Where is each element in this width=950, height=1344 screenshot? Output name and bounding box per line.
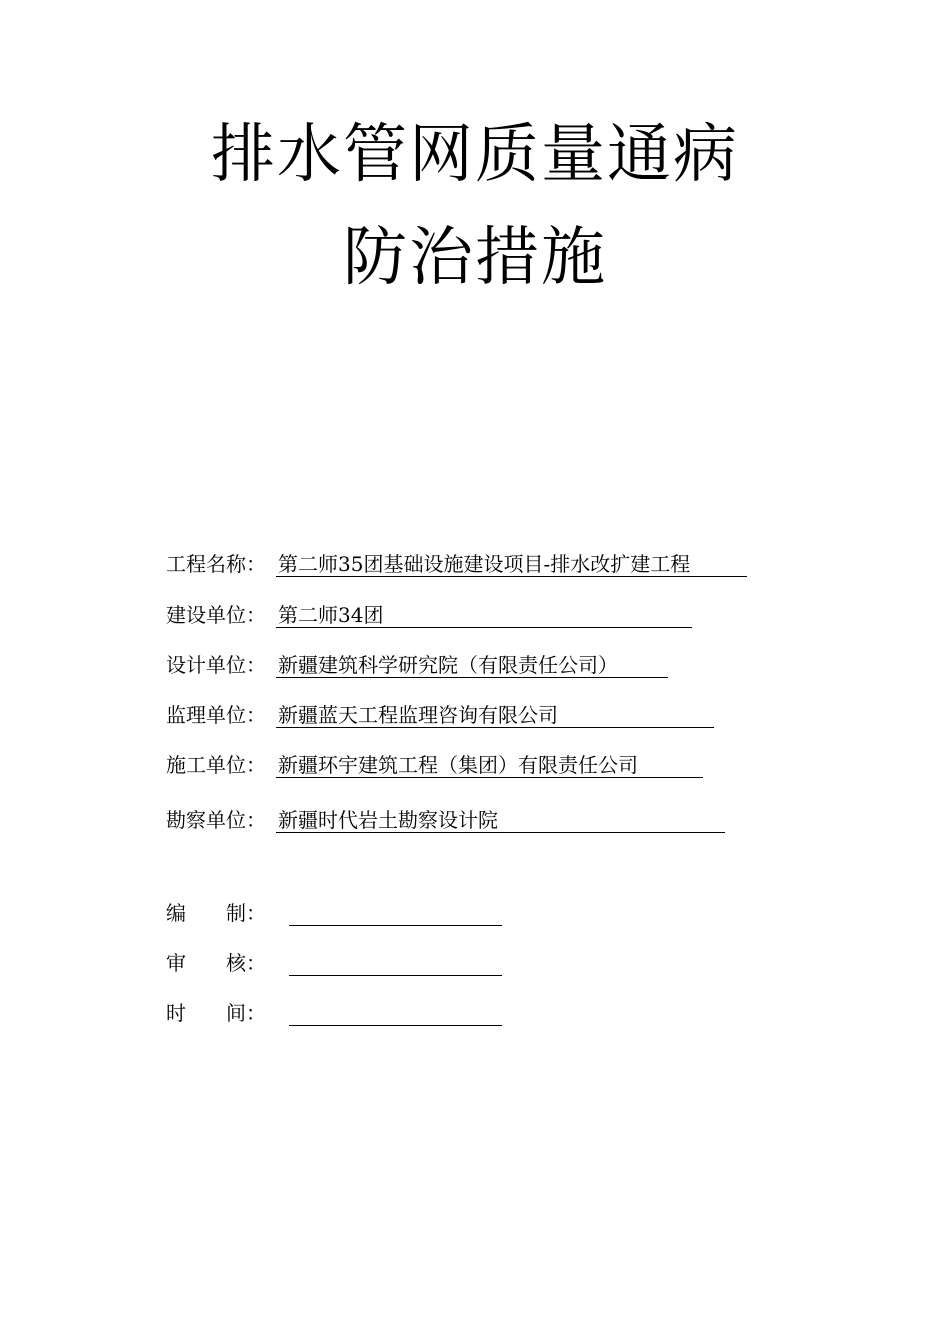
info-label: 施工单位：	[166, 753, 266, 777]
info-value: 新疆建筑科学研究院（有限责任公司）	[278, 653, 618, 677]
signoff-label	[166, 898, 266, 928]
info-label: 勘察单位：	[166, 808, 266, 832]
signoff-label-char: 时	[166, 1001, 186, 1025]
info-value: 第二师34团	[278, 603, 384, 627]
info-label: 设计单位：	[166, 653, 266, 677]
signoff-label-char: 间：	[226, 1001, 266, 1025]
signoff-label-char: 核：	[226, 951, 266, 975]
info-value: 新疆环宇建筑工程（集团）有限责任公司	[278, 753, 638, 777]
info-value-field	[276, 750, 703, 778]
info-value-field	[276, 650, 668, 678]
signoff-label	[166, 948, 266, 978]
signoff-blank-line	[289, 998, 502, 1026]
info-value-field	[276, 549, 747, 577]
signoff-blank-line	[289, 948, 502, 976]
info-value-field	[276, 700, 714, 728]
info-value: 新疆时代岩土勘察设计院	[278, 808, 498, 832]
info-label: 监理单位：	[166, 703, 266, 727]
signoff-label-char: 制：	[226, 901, 266, 925]
info-value-field	[276, 805, 725, 833]
signoff-label-char: 编	[166, 901, 186, 925]
info-label: 工程名称：	[166, 552, 266, 576]
signoff-blank-line	[289, 898, 502, 926]
signoff-label	[166, 998, 266, 1028]
info-value-field	[276, 600, 692, 628]
document-title-line-1: 排水管网质量通病	[211, 118, 739, 192]
info-value: 第二师35团基础设施建设项目-排水改扩建工程	[278, 552, 691, 576]
info-label: 建设单位：	[166, 603, 266, 627]
document-title-line-2: 防治措施	[343, 221, 607, 295]
signoff-label-char: 审	[166, 951, 186, 975]
info-value: 新疆蓝天工程监理咨询有限公司	[278, 703, 558, 727]
